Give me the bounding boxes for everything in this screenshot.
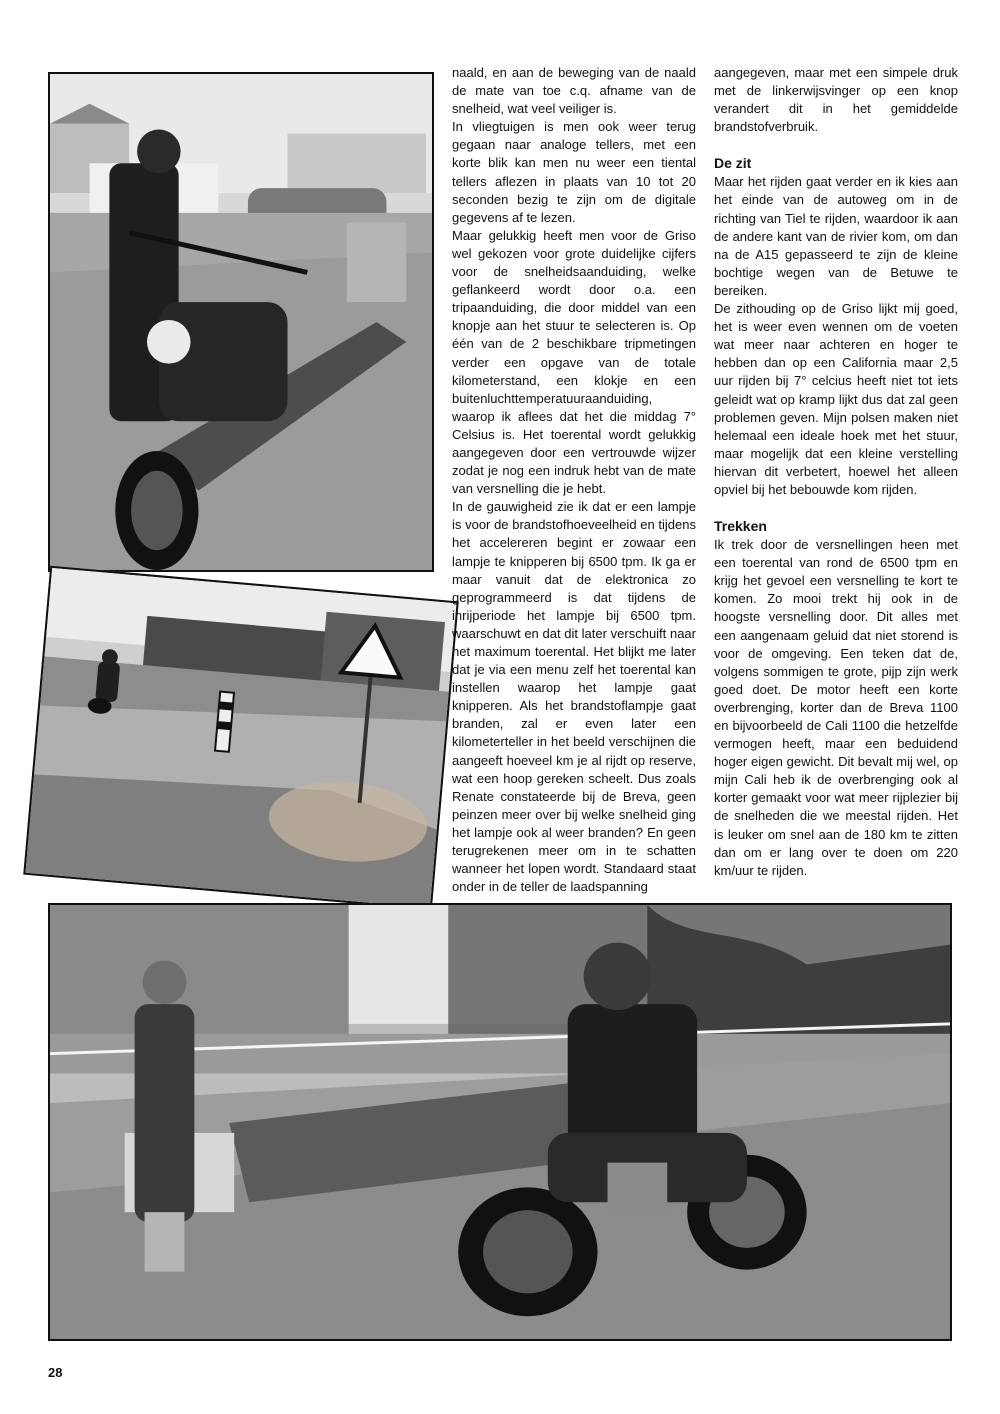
rider-standing-by-motorcycle-photo [50, 74, 432, 570]
paragraph: Maar het rijden gaat verder en ik kies aan het einde van de autoweg om in de richting van Tiel te rijden, waardoor ik aan de andere kant van de rivier kom, om dan na de A15 gepasseerd te zijn de kleine bochtige wegen van de Betuwe te bereiken. [714, 174, 958, 298]
paragraph: Ik trek door de versnellingen heen met een toerental van rond de 6500 tpm en krijg het gevoel een versnelling te kort te komen. Zo mooi trekt hij ook in de hoogste versnelling door. Dit alles met een aangenaam geluid dat niet storend is voor de omgeving. Een teken dat de, volgens sommigen te grote, pijp zijn werk goed doet. De motor heeft een korte overbrenging, korter dan de Breva 1100 en bijvoorbeeld de Cali 1100 die hetzelfde vermogen heeft, maar een beduidend hoger eigen gewicht. Dit bevalt mij wel, op mijn Cali heb ik de overbrenging ook al korter gemaakt voor wat meer rijplezier bij de snelheden die we meestal rijden. Het is leuker om snel aan de 180 km te zitten dan om er lang over te doen om 220 km/uur te rijden. [714, 537, 958, 878]
paragraph: naald, en aan de beweging van de naald de mate van toe c.q. afname van de snelheid, wat veel veiliger is. [452, 65, 696, 117]
rider-on-road-with-traffic-sign-photo [25, 568, 456, 908]
section-heading-de-zit: De zit [714, 155, 752, 172]
paragraph: In vliegtuigen is men ook weer terug gegaan naar analoge tellers, met een korte blik kan men nu weer een tiental tellers aflezen in plaats van 10 tot 20 seconden bezig te zijn om de digitale gegevens af te lezen. [452, 119, 696, 225]
section-heading-trekken: Trekken [714, 518, 767, 535]
photo-rider-and-bystander [48, 903, 952, 1341]
paragraph: Maar gelukkig heeft men voor de Griso wel gekozen voor grote duidelijke cijfers voor de snelheidsaanduiding, welke geflankeerd wordt door o.a. een tripaanduiding, die door middel van een knopje aan het stuur te selecteren is. Op één van de 2 beschikbare tripmetingen verder een opgave van de totale kilometerstand, een klokje en een buitenluchttemperatuuraanduiding, waarop ik aflees dat het die middag 7° Celsius is. Het toerental wordt gelukkig aangegeven door een vertrouwde wijzer zodat je nog een indruk hebt van de mate van versnelling die je hebt. [452, 227, 696, 497]
text-column-1 [452, 64, 696, 896]
paragraph: In de gauwigheid zie ik dat er een lampje is voor de brandstofhoeveelheid en tijdens het accelereren begint er zowaar een lampje te knipperen bij 6500 tpm. Ik ga er maar vanuit dat de elektronica zo geprogrammeerd is dat tijdens de inrijperiode het lampje bij 6500 tpm. waarschuwt en dat dit later verschuift naar het maximum toerental. Het blijkt me later dat je via een menu zelf het toerental kan instellen waarop het lampje gaat knipperen. Als het brandstoflampje gaat branden, zal er even later een kilometerteller in het beeld verschijnen die aangeeft hoeveel km je al rijdt op reserve, wat een hoop gereken scheelt. Dus zoals Renate constateerde bij de Breva, geen peinzen meer over bij welke snelheid ging het lampje ook al weer branden? En geen terugrekenen meer om in te schatten wanneer het lopen wordt. Standaard staat onder in de teller de laadspanning [452, 499, 696, 895]
paragraph: De zithouding op de Griso lijkt mij goed, het is weer even wennen om de voeten wat meer naar achteren en hoger te hebben dan op een California maar 2,5 uur rijden bij 7° celcius heeft niet tot iets geleidt wat op kramp lijkt dus dat zal geen problemen geven. Mijn polsen maken niet helemaal een ideale hoek met het stuur, maar mogelijk dat een kleine verstelling hiervan dit verbetert, hoewel het alleen opviel bij het bebouwde kom rijden. [714, 301, 958, 497]
page-number: 28 [48, 1365, 63, 1380]
photo-rider-on-road [23, 566, 458, 911]
paragraph: aangegeven, maar met een simpele druk met de linkerwijsvinger op een knop verandert dit in het gemiddelde brandstofverbruik. [714, 65, 958, 135]
photo-rider-standing [48, 72, 434, 572]
text-column-2 [714, 64, 958, 880]
rider-on-motorcycle-with-bystander-photo [50, 905, 950, 1339]
